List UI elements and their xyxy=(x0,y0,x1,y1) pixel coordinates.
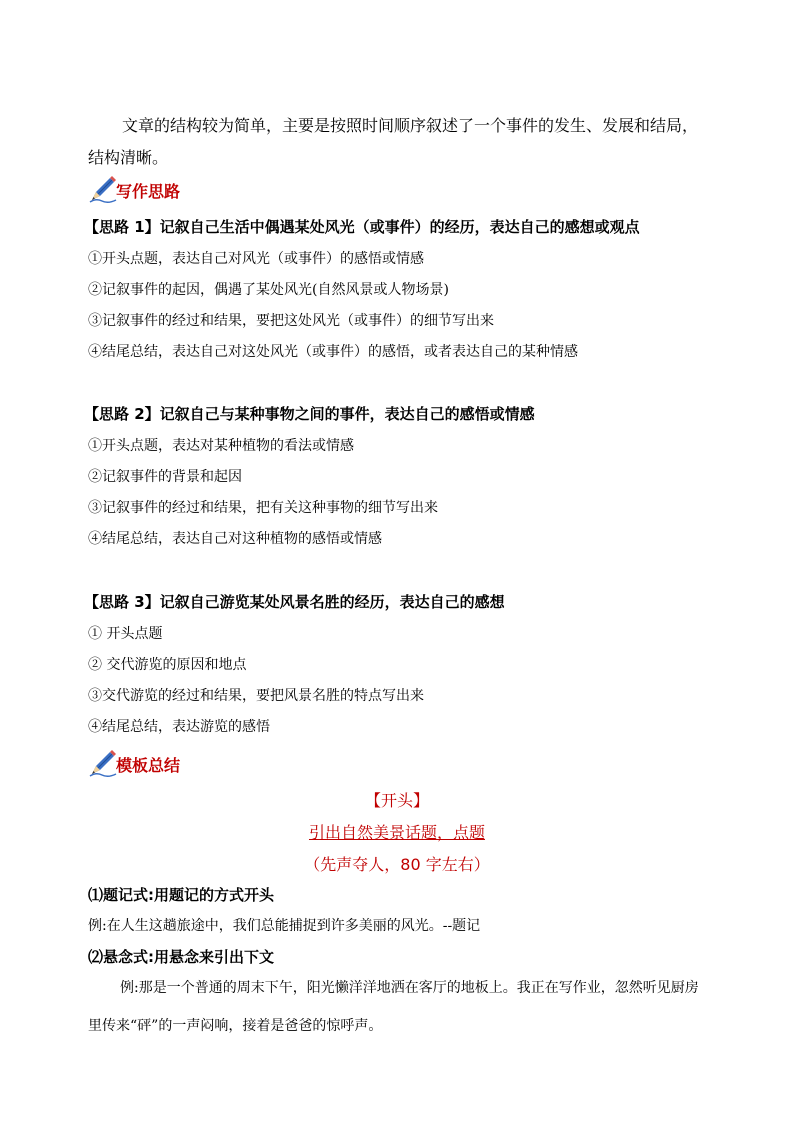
method-2-example: 例:那是一个普通的周末下午，阳光懒洋洋地洒在客厅的地板上。我正在写作业，忽然听见厨房里传来“砰”的一声闷响，接着是爸爸的惊呼声。 xyxy=(88,980,699,1034)
idea-3-item: ③交代游览的经过和结果，要把风景名胜的特点写出来 xyxy=(88,688,424,704)
idea-1-item: ①开头点题，表达自己对风光（或事件）的感悟或情感 xyxy=(88,251,424,267)
template-subtitle: 引出自然美景话题，点题 xyxy=(308,823,485,842)
idea-2-item: ④结尾总结，表达自己对这种植物的感悟或情感 xyxy=(88,531,382,547)
idea-2-item: ②记叙事件的背景和起因 xyxy=(88,469,242,485)
section-heading-writing-ideas xyxy=(88,174,180,204)
idea-3-heading: 【思路 3】记叙自己游览某处风景名胜的经历，表达自己的感想 xyxy=(84,593,505,611)
idea-1-item: ②记叙事件的起因，偶遇了某处风光(自然风景或人物场景) xyxy=(88,282,449,298)
pencil-icon xyxy=(88,174,118,204)
idea-1-heading: 【思路 1】记叙自己生活中偶遇某处风光（或事件）的经历，表达自己的感想或观点 xyxy=(84,218,640,236)
idea-3-item: ② 交代游览的原因和地点 xyxy=(88,657,247,673)
section-heading-template-summary xyxy=(88,748,180,778)
intro-paragraph: 文章的结构较为简单，主要是按照时间顺序叙述了一个事件的发生、发展和结局，结构清晰。 xyxy=(88,116,699,167)
template-label: 【开头】 xyxy=(364,791,429,810)
idea-3-item: ① 开头点题 xyxy=(88,626,163,642)
idea-3-item: ④结尾总结，表达游览的感悟 xyxy=(88,719,270,735)
idea-1-item: ③记叙事件的经过和结果，要把这处风光（或事件）的细节写出来 xyxy=(88,313,494,329)
pencil-icon xyxy=(88,748,118,778)
section-title: 模板总结 xyxy=(116,756,181,775)
idea-2-item: ①开头点题，表达对某种植物的看法或情感 xyxy=(88,438,354,454)
method-2-heading: ⑵悬念式:用悬念来引出下文 xyxy=(88,948,274,966)
method-1-example: 例:在人生这趟旅途中，我们总能捕捉到许多美丽的风光。--题记 xyxy=(88,918,481,934)
section-title: 写作思路 xyxy=(116,182,181,201)
template-note: （先声夺人，80 字左右） xyxy=(304,855,490,874)
idea-1-item: ④结尾总结，表达自己对这处风光（或事件）的感悟，或者表达自己的某种情感 xyxy=(88,344,578,360)
idea-2-item: ③记叙事件的经过和结果，把有关这种事物的细节写出来 xyxy=(88,500,438,516)
method-1-heading: ⑴题记式:用题记的方式开头 xyxy=(88,886,274,904)
idea-2-heading: 【思路 2】记叙自己与某种事物之间的事件，表达自己的感悟或情感 xyxy=(84,405,535,423)
